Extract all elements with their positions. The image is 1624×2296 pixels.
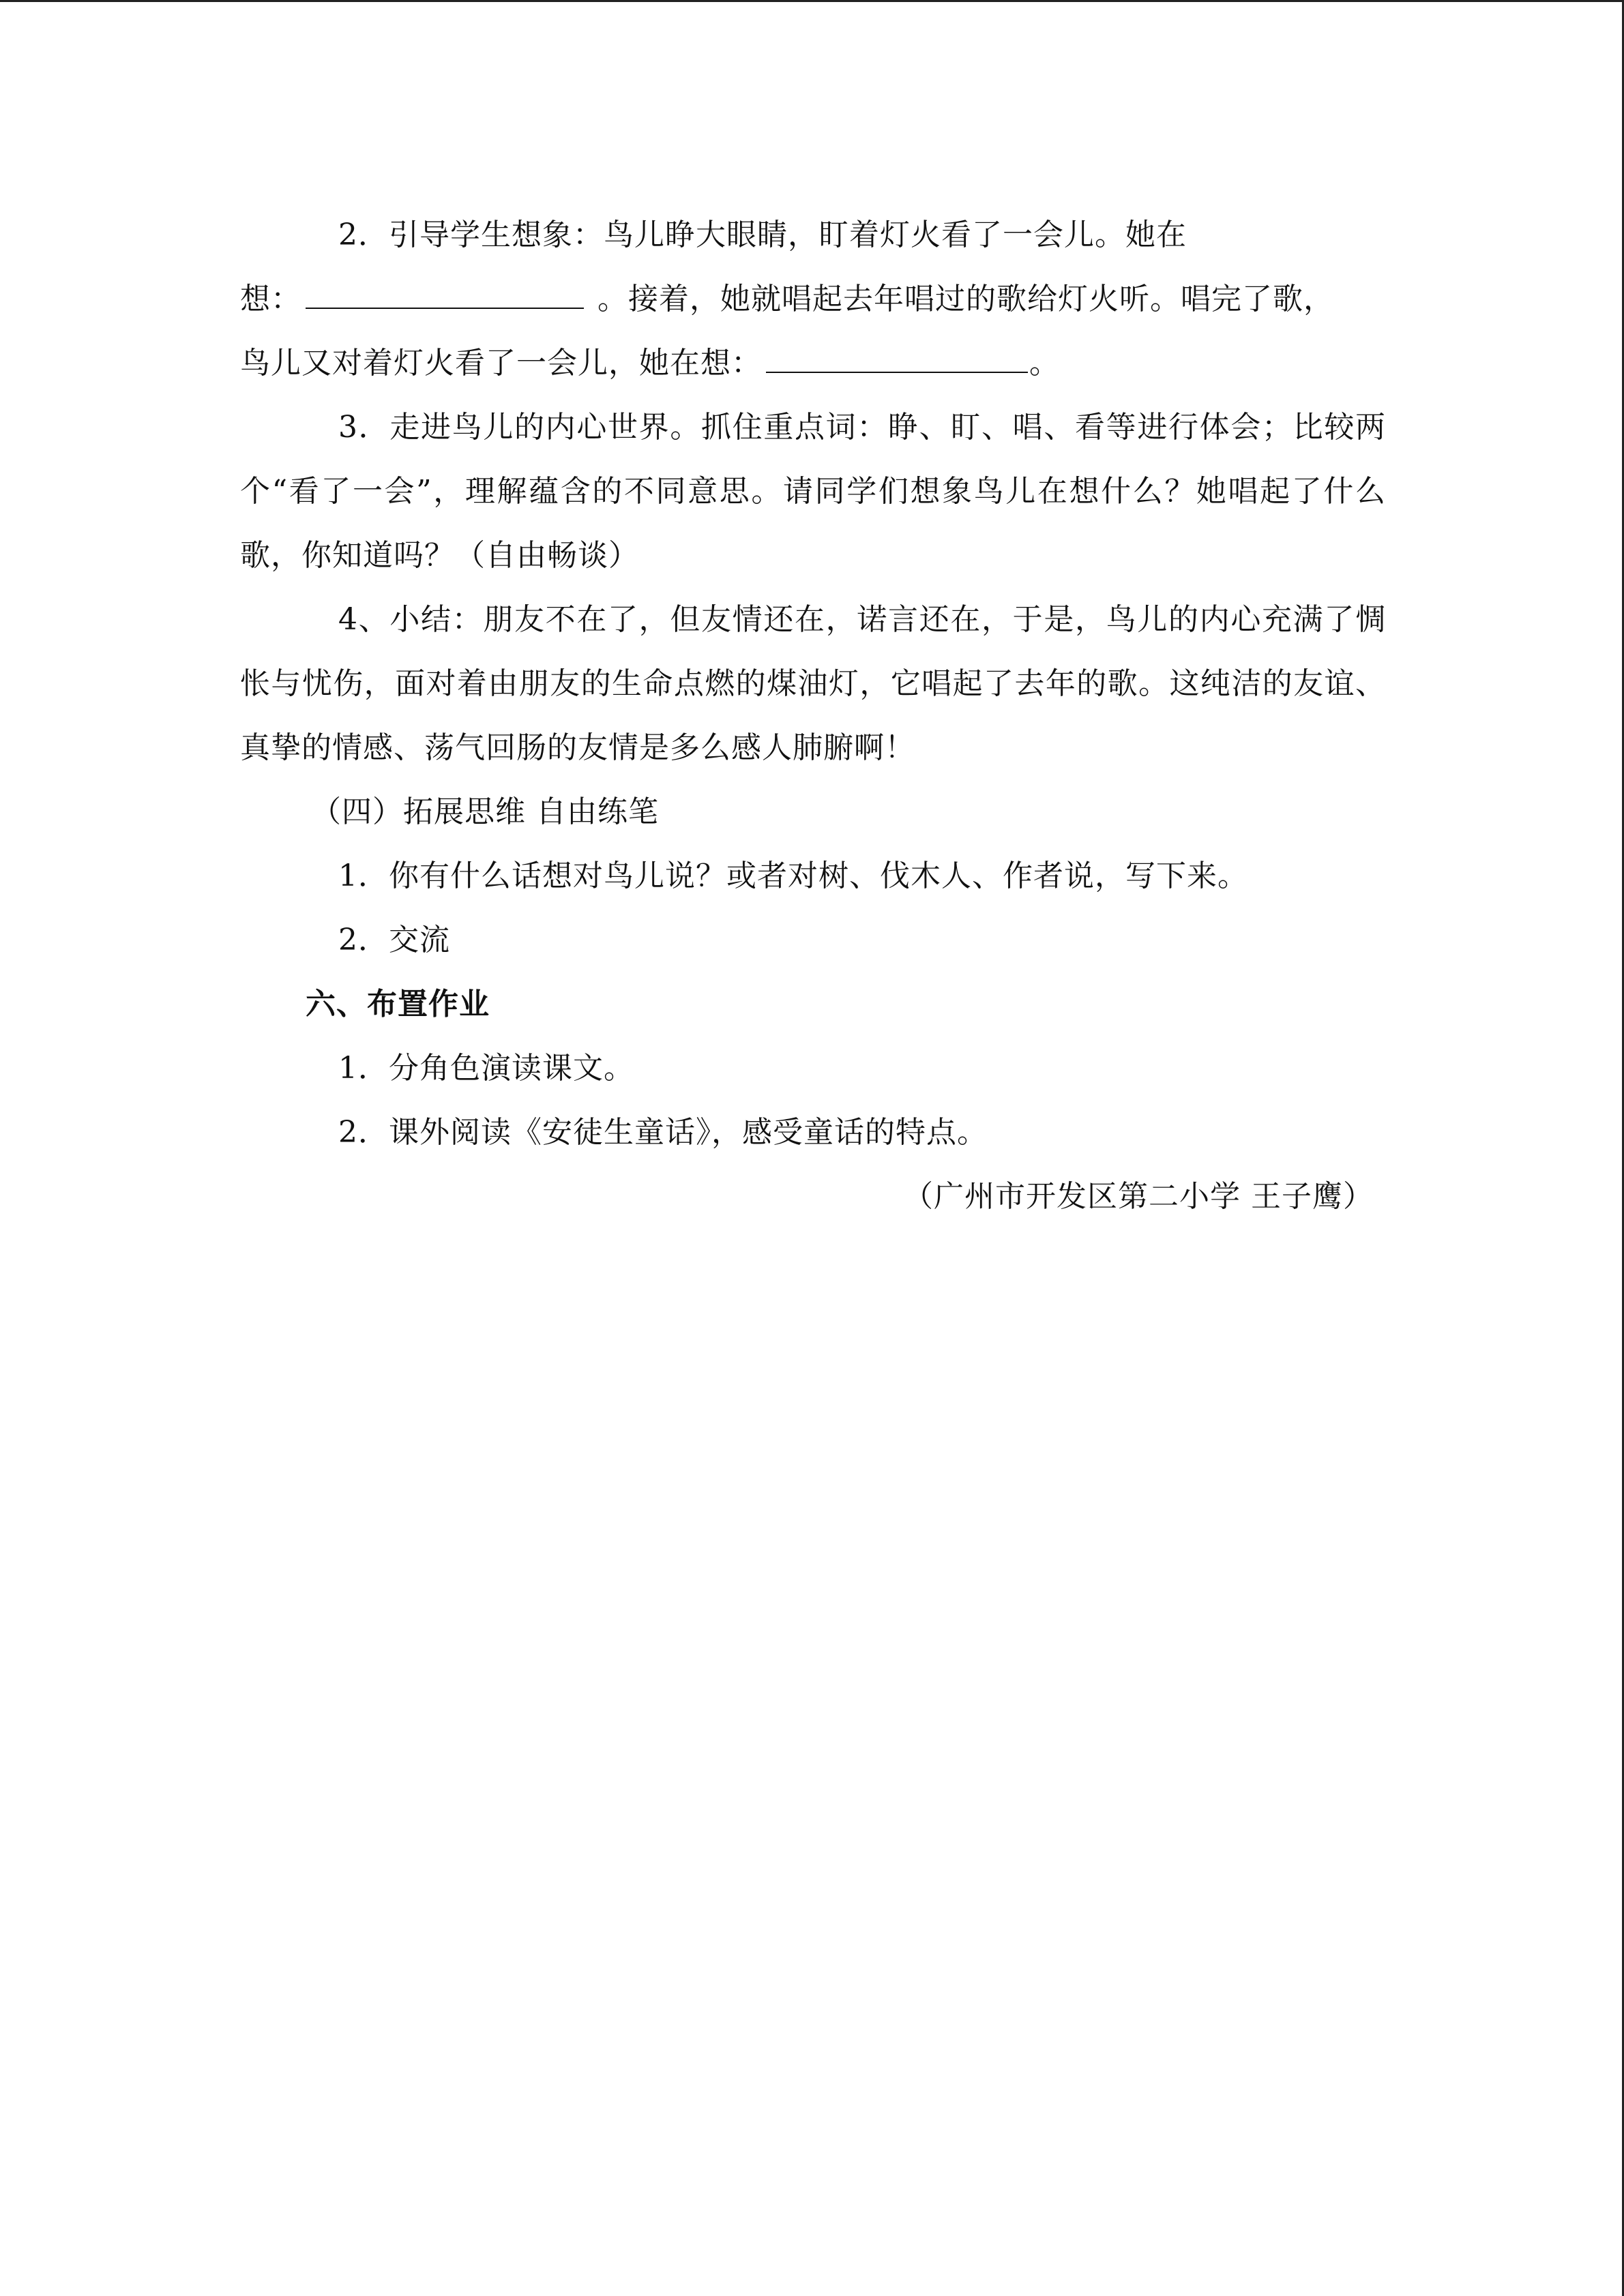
section-6-title: 六、布置作业 xyxy=(306,987,490,1022)
section-4-item-1: 1．你有什么话想对鸟儿说？或者对树、伐木人、作者说，写下来。 xyxy=(338,859,1248,893)
paragraph-2-line-3-end: 。 xyxy=(1029,346,1060,381)
fill-in-blank-2[interactable] xyxy=(766,342,1028,373)
paragraph-4: 4、小结：朋友不在了，但友情还在，诺言还在，于是，鸟儿的内心充满了惆怅与忧伤，面对着由朋友的生命点燃的煤油灯，它唱起了去年的歌。这纯洁的友谊、真挚的情感、荡气回肠的友情是多么感人肺腑啊！ xyxy=(240,602,1386,765)
paragraph-2-line-3 xyxy=(240,331,1386,396)
paragraph-3: 3．走进鸟儿的内心世界。抓住重点词：睁、盯、唱、看等进行体会；比较两个“看了一会”，理解蕴含的不同意思。请同学们想象鸟儿在想什么？她唱起了什么歌，你知道吗？（自由畅谈） xyxy=(240,410,1386,573)
fill-in-blank-1[interactable] xyxy=(306,278,584,309)
paragraph-2-line-2 xyxy=(240,267,1386,331)
section-6-item-1: 1．分角色演读课文。 xyxy=(338,1051,634,1086)
paragraph-2-line-3-start: 鸟儿又对着灯火看了一会儿，她在想： xyxy=(240,346,762,381)
author-signature: （广州市开发区第二小学 王子鹰） xyxy=(903,1179,1374,1214)
section-6-item-2: 2．课外阅读《安徒生童话》，感受童话的特点。 xyxy=(338,1115,988,1150)
page-top-border xyxy=(0,0,1624,2)
paragraph-2-line-2-start: 想： xyxy=(240,282,301,316)
paragraph-2-line-1: 2．引导学生想象：鸟儿睁大眼睛，盯着灯火看了一会儿。她在 xyxy=(338,218,1187,252)
section-4-item-2: 2．交流 xyxy=(338,923,450,957)
paragraph-2-line-2-end: 。接着，她就唱起去年唱过的歌给灯火听。唱完了歌， xyxy=(597,282,1334,316)
section-4-title: （四）拓展思维 自由练笔 xyxy=(311,794,659,829)
document-body xyxy=(240,203,1386,1229)
